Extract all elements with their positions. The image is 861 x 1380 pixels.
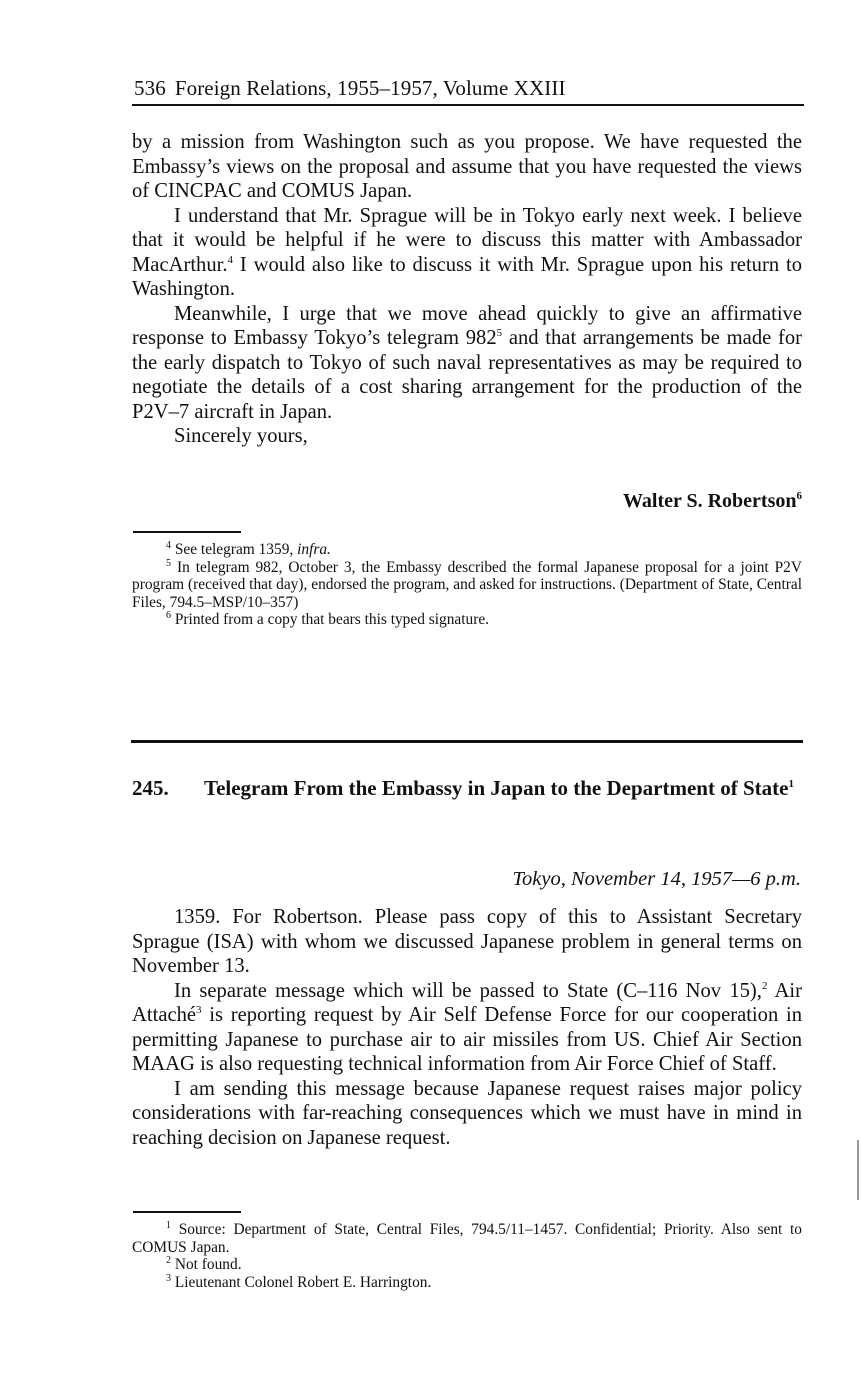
footnote-ref-3: 3 [196, 1004, 202, 1016]
letter-paragraph-3: Meanwhile, I urge that we move ahead quickly to give an affirmative response to Embassy Tokyo’s telegram $982^5$ and that arrangements be made for the early dispatch to Tokyo of such naval representatives as may be required to negotiate the details of a cost sharing arrangement for the production of the P2V–7 aircraft in Japan. [132, 302, 802, 423]
document-number: 245. [132, 776, 169, 800]
telegram-paragraph-3: I am sending this message because Japanese request raises major policy considerations with far-reaching consequences which we must have in mind in reaching decision on Japanese request. [132, 1077, 802, 1149]
telegram-body [132, 905, 802, 1150]
letter-paragraph-1: by a mission from Washington such as you propose. We have requested the Embassy’s views on the proposal and assume that you have requested the views of CINCPAC and COMUS Japan. [132, 131, 802, 202]
scan-edge-mark [857, 1140, 859, 1200]
footnote-rule [133, 531, 241, 533]
footnote-ref-4: 4 [227, 253, 234, 266]
telegram-paragraph-1: 1359. For Robertson. Please pass copy of this to Assistant Secretary Sprague (ISA) with whom we discussed Japanese problem in general terms on November 13. [132, 906, 802, 977]
footnote-ref-5: 5 [496, 327, 503, 339]
footnote-5: $^5$ In telegram 982, October 3, the Embassy described the formal Japanese proposal for a joint P2V program (received that day), endorsed the program, and asked for instructions. (Department of State, Central Files, 794.5–MSP/10–357) [132, 557, 802, 611]
footnote-2: $^2$ Not found. [166, 1255, 242, 1274]
footnote-4: $^4$ See telegram 1359, infra. [166, 540, 331, 558]
page-number: 536 [134, 76, 166, 100]
letter-footnotes [132, 541, 802, 629]
footnote-1: $^1$ Source: Department of State, Central Files, 794.5/11–1457. Confidential; Priority. Also sent to COMUS Japan. [132, 1220, 802, 1256]
footnote-6: $^6$ Printed from a copy that bears this typed signature. [166, 610, 490, 629]
document-separator-rule [131, 740, 803, 743]
letter-body [132, 130, 802, 449]
footnote-rule [133, 1211, 241, 1213]
running-header [134, 76, 566, 101]
volume-title: Foreign Relations, 1955–1957, Volume XXIII [174, 76, 566, 100]
footnote-3: $^3$ Lieutenant Colonel Robert E. Harrington. [166, 1272, 432, 1291]
dateline: Tokyo, November 14, 1957—6 p.m. [512, 868, 801, 890]
telegram-paragraph-2: In separate message which will be passed to State (C–116 Nov 15),$^2$ Air Attaché$^3$ is reporting request by Air Self Defense Force for our cooperation in permitting Japanese to purchase air to air missiles from US. Chief Air Section MAAG is also requesting technical information from Air Force Chief of Staff. [132, 979, 802, 1075]
footnote-ref-1: 1 [788, 778, 794, 790]
letter-paragraph-2: I understand that Mr. Sprague will be in Tokyo early next week. I believe that it would be helpful if he were to discuss this matter with Ambassador MacArthur.$^4$ I would also like to discuss it with Mr. Sprague upon his return to Washington. [132, 204, 802, 300]
header-rule [132, 104, 804, 106]
telegram-footnotes [132, 1221, 802, 1291]
signature: Walter S. Robertson$^6$ [622, 490, 802, 512]
footnote-ref-2: 2 [761, 979, 768, 992]
letter-closing: Sincerely yours, [174, 425, 308, 447]
footnote-ref-6: 6 [796, 490, 802, 502]
document-title: Telegram From the Embassy in Japan to the Department of State$^1$ [204, 776, 794, 800]
